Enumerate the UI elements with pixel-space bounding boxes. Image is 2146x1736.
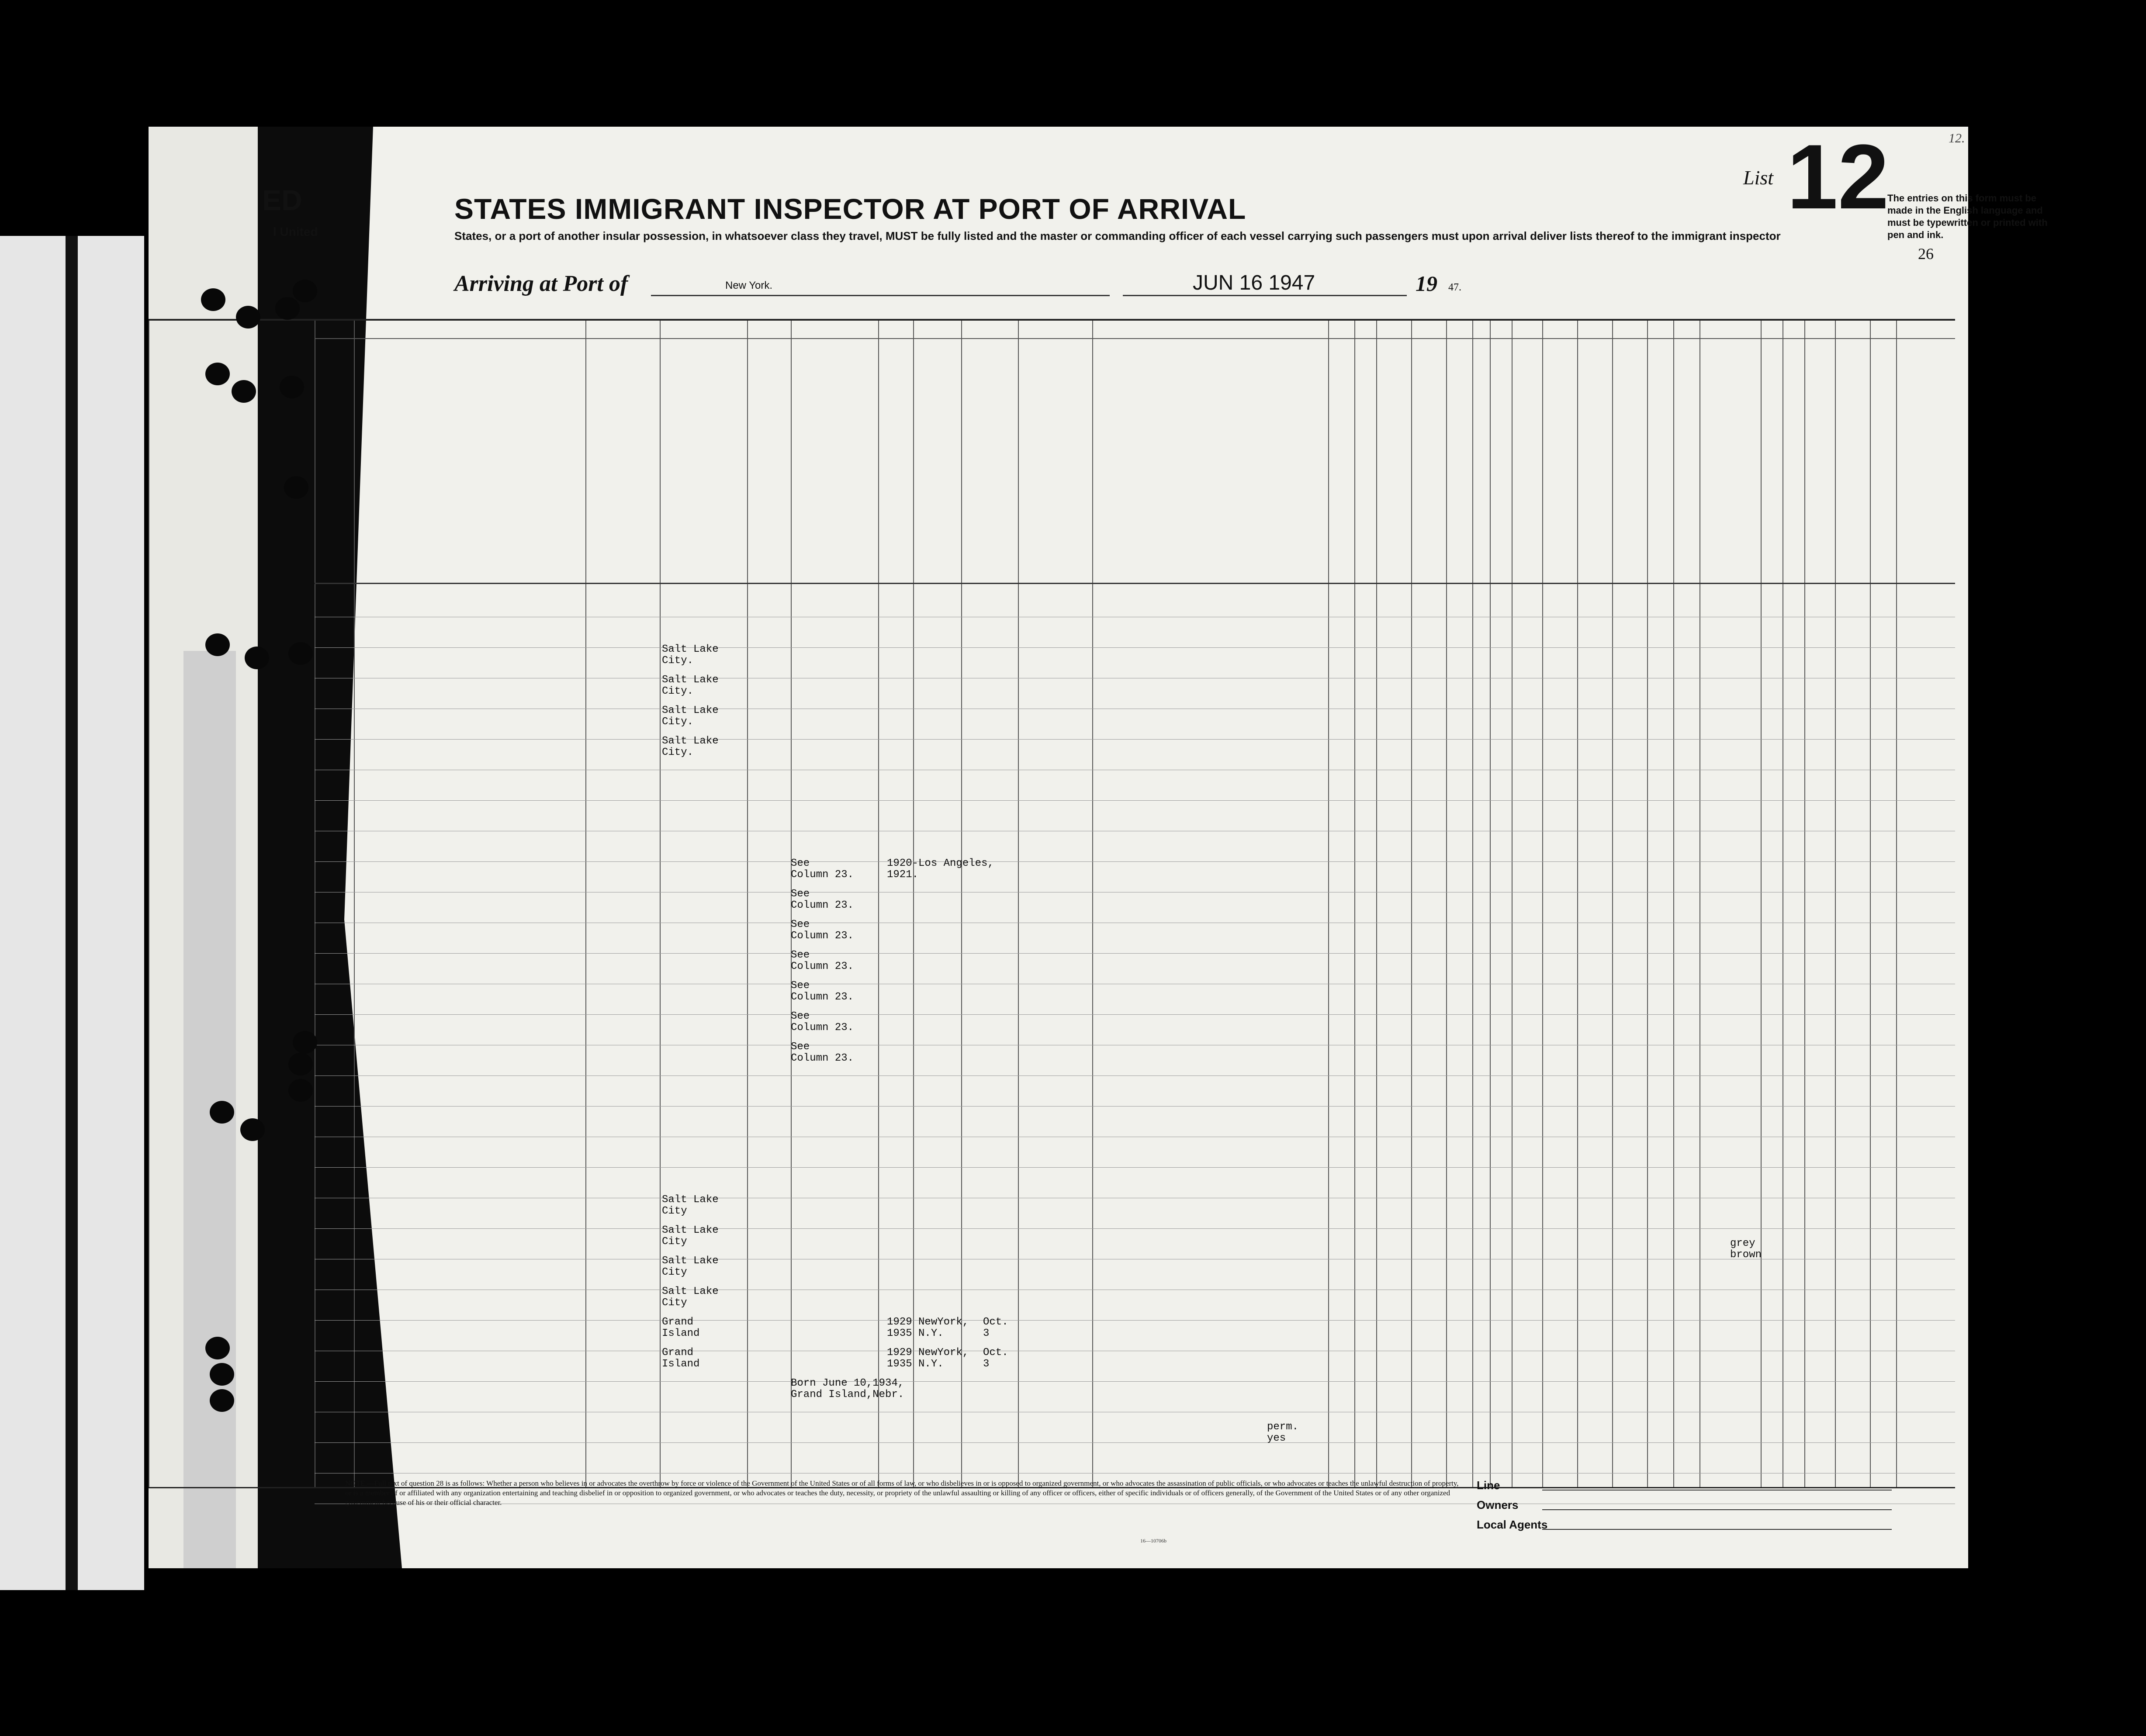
row-cell-c36e: grey [1730,1238,1755,1249]
row-cell-c20: See [791,1010,810,1022]
row-cell-c18c: City. [662,716,694,728]
punch-hole [293,1031,317,1054]
row-cell-c22d: Oct. [983,1347,1008,1359]
year-prefix: 19 [1416,271,1437,296]
row-cell-c18c: Salt Lake [662,1224,719,1236]
row-rule [315,1075,1955,1076]
row-cell-c22y: 1935 N.Y. [887,1328,944,1339]
row-cell-c18c: Salt Lake [662,674,719,686]
row-cell-c18c: City [662,1297,687,1309]
row-cell-c20: See [791,1041,810,1053]
column-rule [1577,321,1578,1487]
page-title: STATES IMMIGRANT INSPECTOR AT PORT OF ARRIVAL [454,193,1246,225]
punch-hole [284,476,308,499]
row-rule [315,1381,1955,1382]
punch-hole [236,306,260,329]
row-cell-c18c: City [662,1266,687,1278]
list-label: List [1743,166,1774,189]
row-cell-c22y: 1929 NewYork, [887,1316,969,1328]
punch-hole [205,363,230,385]
local-agents-blank [1542,1529,1892,1530]
column-rule [747,321,748,1487]
row-cell-c20: Column 23. [791,930,854,942]
column-rule [1870,321,1871,1487]
column-rule [1804,321,1805,1487]
row-cell-c18c: Salt Lake [662,735,719,747]
row-cell-c20: Column 23. [791,1022,854,1034]
row-cell-c22y: 1921. [887,869,919,881]
date-line [1123,295,1407,296]
punch-hole [210,1389,234,1412]
corner-number: 12. [1949,131,1965,145]
row-cell-c18c: Salt Lake [662,1255,719,1267]
row-cell-c18c: Grand [662,1316,694,1328]
row-cell-c22d: 3 [983,1328,990,1339]
punch-hole [210,1363,234,1386]
arriving-label: Arriving at Port of [454,271,628,296]
row-cell-c18c: Salt Lake [662,705,719,716]
row-cell-c20: Column 23. [791,899,854,911]
column-rule [1896,321,1897,1487]
column-rule [1446,321,1447,1487]
entries-note: The entries on this form must be made in the English language and must be typewritten or printed with pen and ink. [1887,193,2048,240]
arrival-port: New York. [725,280,773,291]
row-rule [315,1228,1955,1229]
row-cell-c18c: Island [662,1358,700,1370]
port-line [651,295,1110,296]
row-cell-c20: Column 23. [791,961,854,972]
page-subtitle: States, or a port of another insular possession, in whatsoever class they travel, MUST be fully listed and the master or commanding officer of each vessel carrying such passengers must upon arrival deliver lists thereof to the immigrant inspector [454,229,1781,242]
row-rule [315,1167,1955,1168]
row-cell-c22y: 1920-Los Angeles, [887,858,994,869]
row-cell-c20: Born June 10,1934, [791,1377,904,1389]
owners-label: Owners [1477,1498,1519,1511]
punch-hole [240,1118,265,1141]
manifest-table [149,319,1955,1488]
year-suffix: 47. [1448,282,1461,293]
column-rule [1354,321,1355,1487]
column-rule [660,321,661,1487]
row-rule [315,647,1955,648]
row-cell-c18c: Island [662,1328,700,1339]
column-rule [1835,321,1836,1487]
row-cell-c20: Column 23. [791,869,854,881]
punch-hole [232,380,256,403]
row-cell-c22y: 1935 N.Y. [887,1358,944,1370]
column-rule [961,321,962,1487]
row-rule [315,1014,1955,1015]
row-cell-c18c: City. [662,747,694,758]
arrival-date-stamp: JUN 16 1947 [1193,271,1315,294]
row-cell-c20: Column 23. [791,1052,854,1064]
question-28-note: NOTE.—Full text of question 28 is as follows: Whether a person who believes in or advocates the overthrow by force or violence of the Government of the United States or of all forms of law, or who disbelieves in or is opposed to organized government, or who advocates the assassination of public officials, or who advocates or teaches the unlawful destruction of property, or is a member of or affiliated with any organization entertaining and teaching disbelief in or opposition to organized government, or who advocates or teaches the duty, necessity, or propriety of the unlawful assaulting or killing of any officer or officers, either of specific individuals or of officers generally, of the Government of the United States or of any other organized government because of his or their official character. [345,1479,1459,1507]
row-cell-c18c: Salt Lake [662,643,719,655]
manifest-page [149,125,2048,1568]
row-rule [315,800,1955,801]
column-rule [1542,321,1543,1487]
column-rule [1673,321,1674,1487]
column-rule [1761,321,1762,1487]
row-cell-c20: See [791,919,810,930]
row-cell-c22d: 3 [983,1358,990,1370]
column-number-rule [315,338,1955,339]
row-cell-c18c: Salt Lake [662,1194,719,1206]
column-rule [354,321,355,1487]
local-agents-label: Local Agents [1477,1518,1548,1531]
row-cell-c20: Grand Island,Nebr. [791,1389,904,1401]
column-rule [1612,321,1613,1487]
row-cell-c20: See [791,888,810,900]
punch-hole [280,376,304,398]
form-code: 16—10706b [1140,1538,1166,1544]
row-rule [315,739,1955,740]
row-cell-c22d: Oct. [983,1316,1008,1328]
partial-title: ED [262,184,302,216]
column-rule [1490,321,1491,1487]
column-rule [1411,321,1412,1487]
row-cell-c18c: City. [662,685,694,697]
row-cell-c18c: City. [662,655,694,667]
punch-hole [275,297,300,320]
line-label: Line [1477,1479,1500,1492]
column-rule [878,321,879,1487]
row-cell-c20: Column 23. [791,991,854,1003]
row-cell-c18c: Salt Lake [662,1286,719,1297]
column-rule [1376,321,1377,1487]
partial-united-label: l United [273,225,318,239]
row-rule [315,1442,1955,1443]
column-rule [1092,321,1093,1487]
punch-hole [288,642,313,665]
list-number: 12 [1787,125,1889,228]
row-cell-c20: See [791,980,810,992]
punch-hole [288,1079,313,1102]
row-rule [315,1106,1955,1107]
row-cell-c22y: 1929 NewYork, [887,1347,969,1359]
column-rule [1647,321,1648,1487]
row-rule [315,1320,1955,1321]
column-rule [585,321,586,1487]
row-cell-c18c: City [662,1236,687,1248]
column-rule [1512,321,1513,1487]
punch-hole [201,288,225,311]
punch-hole [205,1337,230,1359]
column-rule [913,321,914,1487]
column-rule [1699,321,1700,1487]
punch-hole [210,1101,234,1124]
punch-hole [293,280,317,302]
row-cell-c24c: perm. [1267,1421,1299,1433]
header-bottom-rule [315,583,1955,584]
owners-blank [1542,1509,1892,1510]
adjacent-page-strip [0,236,144,1590]
row-cell-c20: See [791,858,810,869]
punch-hole [245,647,269,669]
row-cell-c36e: brown [1730,1249,1762,1261]
row-cell-c24c: yes [1267,1432,1286,1444]
punch-hole [205,633,230,656]
punch-hole [288,1053,313,1075]
row-rule [315,861,1955,862]
row-cell-c20: See [791,949,810,961]
column-rule [1472,321,1473,1487]
row-rule [315,953,1955,954]
column-rule [1018,321,1019,1487]
column-rule [1328,321,1329,1487]
list-sub-number: 26 [1918,245,1934,263]
row-cell-c18c: Grand [662,1347,694,1359]
row-cell-c18c: City [662,1205,687,1217]
